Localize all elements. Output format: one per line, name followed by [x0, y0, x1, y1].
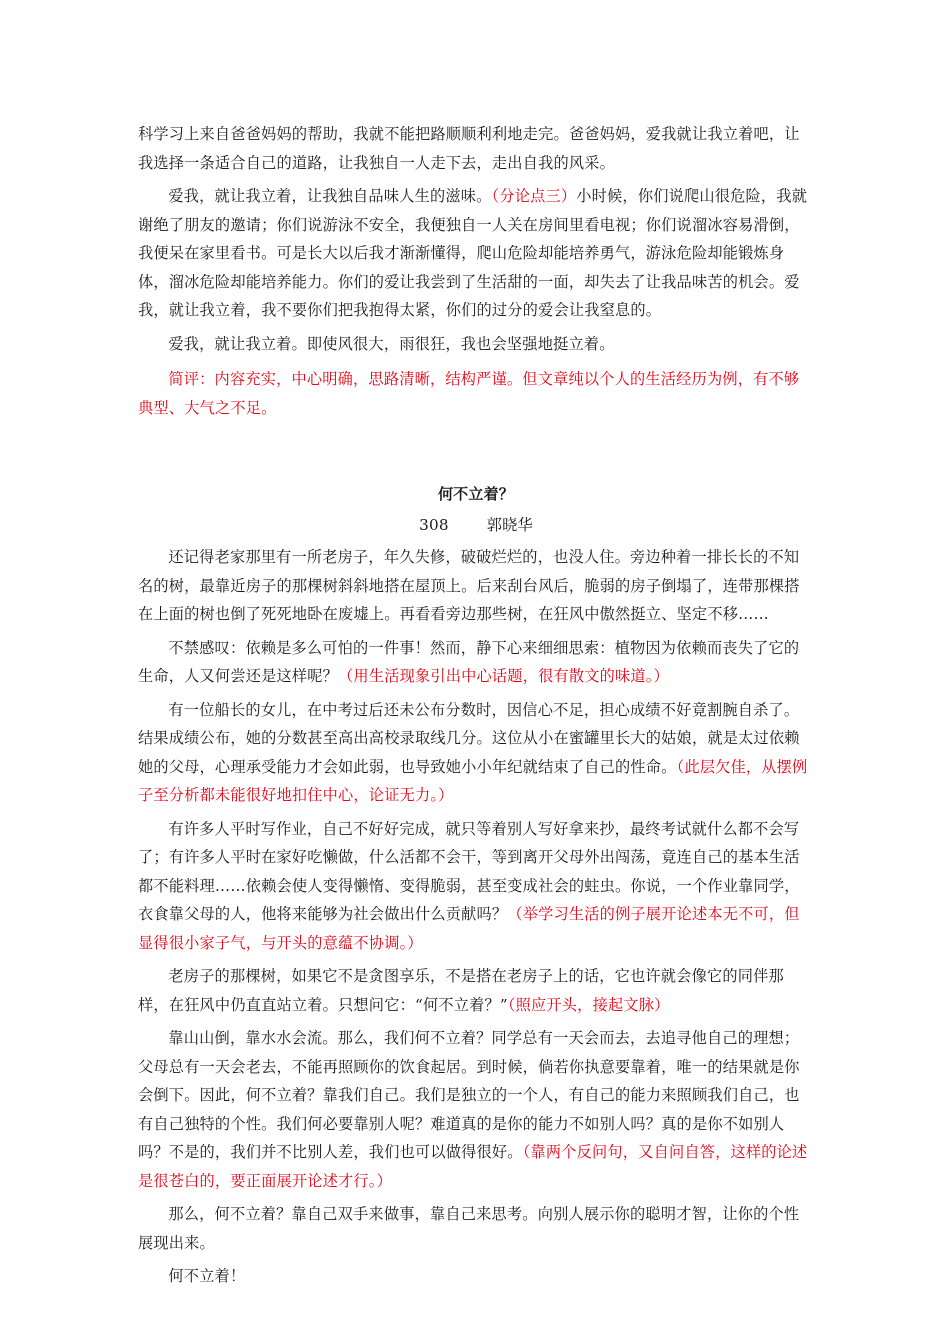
document-body — [138, 120, 814, 1291]
paragraph — [138, 182, 814, 325]
paragraph-text: 靠山山倒，靠水水会流。那么，我们何不立着？同学总有一天会而去，去追寻他自己的理想；父母总有一天会老去，不能再照顾你的饮食起居。到时候，倘若你执意要靠着，唯一的结果就是你会倒下。因此，何不立着？靠我们自己。我们是独立的一个人，有自己的能力来照顾我们自己，也有自己独特的个性。我们何必要靠别人呢？难道真的是你的能力不如别人吗？真的是你不如别人吗？不是的，我们并不比别人差，我们也可以做得很好。 — [138, 1029, 800, 1161]
paragraph: 爱我，就让我立着。即使风很大，雨很狂，我也会坚强地挺立着。 — [168, 334, 615, 353]
paragraph — [138, 962, 814, 1019]
annotation-note: （举学习生活的例子展开论述本无不可，但显得很小家子气，与开头的意蕴不协调。） — [138, 905, 800, 952]
paragraph: 还记得老家那里有一所老房子，年久失修，破破烂烂的，也没人住。旁边种着一排长长的不知名的树，最靠近房子的那棵树斜斜地搭在屋顶上。后来刮台风后，脆弱的房子倒塌了，连带那棵搭在上面的树也倒了死死地卧在废墟上。再看看旁边那些树，在狂风中傲然挺立、坚定不移…… — [138, 548, 800, 623]
paragraph-continuation: 科学习上来自爸爸妈妈的帮助，我就不能把路顺顺利利地走完。爸爸妈妈，爱我就让我立着吧，让我选择一条适合自己的道路，让我独自一人走下去，走出自我的风采。 — [138, 125, 800, 172]
paragraph: 何不立着！ — [168, 1267, 246, 1285]
paragraph: 那么，何不立着？靠自己双手来做事，靠自己来思考。向别人展示你的聪明才智，让你的个性展现出来。 — [138, 1205, 800, 1252]
essay-title: 何不立着？ — [437, 485, 514, 503]
paragraph — [138, 815, 814, 958]
annotation-note: （照应开头，接起文脉） — [507, 995, 670, 1014]
paragraph-text: 有许多人平时写作业，自己不好好完成，就只等着别人写好拿来抄，最终考试就什么都不会写了；有许多人平时在家好吃懒做，什么活都不会干，等到离开父母外出闯荡，竟连自己的基本生活都不能料理……依赖会使人变得懒惰、变得脆弱，甚至变成社会的蛀虫。你说，一个作业靠同学，衣食靠父母的人，他将来能够为社会做出什么贡献吗？ — [138, 819, 800, 923]
paragraph-text: 不禁感叹：依赖是多么可怕的一件事！然而，静下心来细细思索：植物因为依赖而丧失了它的生命，人又何尝还是这样呢？ — [138, 638, 800, 685]
paragraph — [138, 1024, 814, 1195]
essay-byline — [138, 511, 814, 540]
paragraph — [138, 696, 814, 810]
paragraph-text: 小时候，你们说爬山很危险，我就谢绝了朋友的邀请；你们说游泳不安全，我便独自一人关在房间里看电视；你们说溜冰容易滑倒，我便呆在家里看书。可是长大以后我才渐渐懂得，爬山危险却能培养勇气，游泳危险却能锻炼身体，溜冰危险却能培养能力。你们的爱让我尝到了生活甜的一面，却失去了让我品味苦的机会。爱我，就让我立着，我不要你们把我抱得太紧，你们的过分的爱会让我窒息的。 — [138, 187, 808, 319]
paragraph-text: 爱我，就让我立着，让我独自品味人生的滋味。 — [168, 187, 492, 205]
paragraph — [138, 634, 814, 691]
annotation-note: （此层欠佳，从摆例子至分析都未能很好地扣住中心，论证无力。） — [138, 757, 808, 804]
brief-comment: 简评：内容充实，中心明确，思路清晰，结构严谨。但文章纯以个人的生活经历为例，有不够典型、大气之不足。 — [138, 370, 800, 417]
annotation-note: （分论点三） — [491, 187, 577, 205]
annotation-note: （靠两个反问句，又自问自答，这样的论述是很苍白的，要正面展开论述才行。） — [138, 1143, 808, 1190]
paragraph-text: 有一位船长的女儿，在中考过后还未公布分数时，因信心不足，担心成绩不好竟割腕自杀了。结果成绩公布，她的分数甚至高出高校录取线几分。这位从小在蜜罐里长大的姑娘，就是太过依赖她的父母，心理承受能力才会如此弱，也导致她小小年纪就结束了自己的性命。 — [138, 700, 800, 776]
essay-number: 308 — [419, 515, 449, 534]
paragraph-text: 老房子的那棵树，如果它不是贪图享乐，不是搭在老房子上的话，它也许就会像它的同伴那样，在狂风中仍直直站立着。只想问它：“何不立着？” — [138, 967, 784, 1014]
author-name: 郭晓华 — [486, 515, 533, 534]
annotation-note: （用生活现象引出中心话题，很有散文的味道。） — [338, 667, 669, 685]
